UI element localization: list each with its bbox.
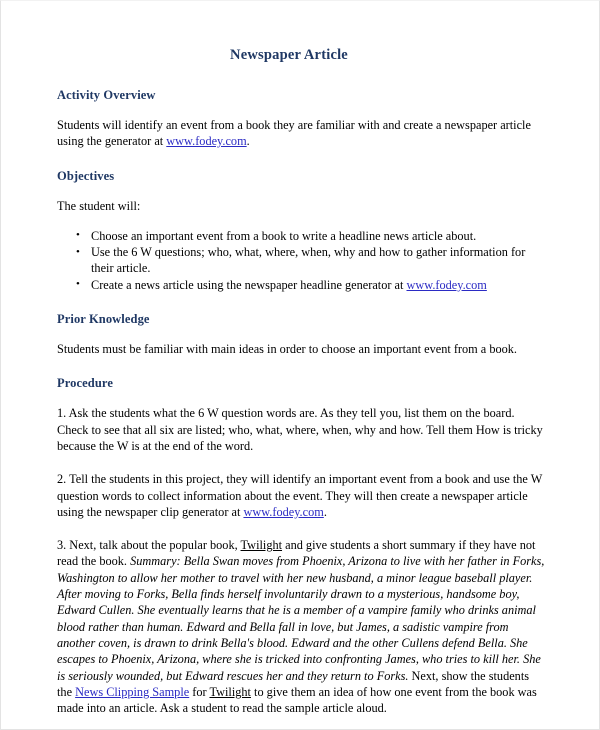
prior-knowledge-paragraph: Students must be familiar with main ideas in order to choose an important event from a book. <box>57 342 518 357</box>
step-text-c: Next, show the students the <box>57 668 530 699</box>
objectives-list <box>57 228 547 293</box>
step-number: 2. <box>57 472 67 487</box>
step-text-b: and give students a short summary if they have not read the book. <box>57 538 536 569</box>
section-prior-knowledge <box>57 312 547 357</box>
objectives-intro: The student will: <box>57 198 141 213</box>
section-heading-activity-overview: Activity Overview <box>57 88 156 102</box>
section-heading-procedure: Procedure <box>57 376 113 391</box>
step-number: 1. <box>57 406 67 421</box>
list-item <box>57 244 547 277</box>
twilight-summary: Summary: Bella Swan moves from Phoenix, Arizona to live with her father in Forks, Washington to allow her mother to travel with her new husband, a minor league baseball player. After moving to Forks, Bella finds herself involuntarily drawn to a mysterious, handsome boy, Edward Cullen. She eventually learns that he is a member of a vampire family who drinks animal blood rather than human. Edward and Bella fall in love, but James, a sadistic vampire from another coven, is drawn to drink Bella's blood. Edward and the other Cullens defend Bella. She escapes to Phoenix, Arizona, where she is tricked into confronting James, who tries to kill her. She is seriously wounded, but Edward rescues her and they return to Forks. <box>57 554 545 683</box>
news-clipping-sample-link[interactable]: News Clipping Sample <box>75 684 190 699</box>
book-title-twilight-2: Twilight <box>209 684 251 699</box>
step-number: 3. <box>57 538 67 553</box>
section-heading-prior-knowledge: Prior Knowledge <box>57 312 150 327</box>
step-text: Tell the students in this project, they will identify an important event from a book and use the W question words to collect information about the event. They will then create a newspaper article using the newspaper clip generator at <box>57 472 543 519</box>
bullet-text: Choose an important event from a book to write a headline news article about. <box>91 228 477 243</box>
section-activity-overview <box>57 88 547 150</box>
section-objectives <box>57 169 547 293</box>
fodey-link-objectives[interactable]: www.fodey.com <box>406 277 487 292</box>
activity-overview-paragraph <box>57 117 547 150</box>
step-text-e: to give them an idea of how one event from the book was made into an article. Ask a student to read the sample article aloud. <box>57 684 537 716</box>
bullet-text: Create a news article using the newspaper headline generator at <box>91 277 407 292</box>
section-procedure <box>57 376 547 716</box>
section-heading-objectives: Objectives <box>57 168 115 183</box>
step-text: Ask the students what the 6 W question words are. As they tell you, list them on the board. Check to see that all six are listed; who, what, where, when, why and how. Tell them How is tricky because the W is at the end of the word. <box>57 406 543 453</box>
step-text-end: . <box>323 504 327 519</box>
list-item <box>57 277 547 293</box>
activity-overview-text: Students will identify an event from a book they are familiar with and create a newspaper article using the generator at <box>57 118 531 149</box>
bullet-text: Use the 6 W questions; who, what, where, when, why and how to gather information for their article. <box>91 245 526 276</box>
book-title-twilight: Twilight <box>240 538 283 553</box>
activity-overview-text-end: . <box>246 134 250 149</box>
fodey-link-procedure[interactable]: www.fodey.com <box>243 504 324 519</box>
procedure-step-1 <box>57 405 547 454</box>
step-text: Next, talk about the popular book, <box>66 538 241 553</box>
procedure-step-2 <box>57 471 547 520</box>
list-item <box>57 228 547 244</box>
page-title: Newspaper Article <box>230 47 348 63</box>
fodey-link-overview[interactable]: www.fodey.com <box>166 134 247 149</box>
step-text-d: for <box>189 684 210 699</box>
procedure-step-3 <box>57 537 547 716</box>
